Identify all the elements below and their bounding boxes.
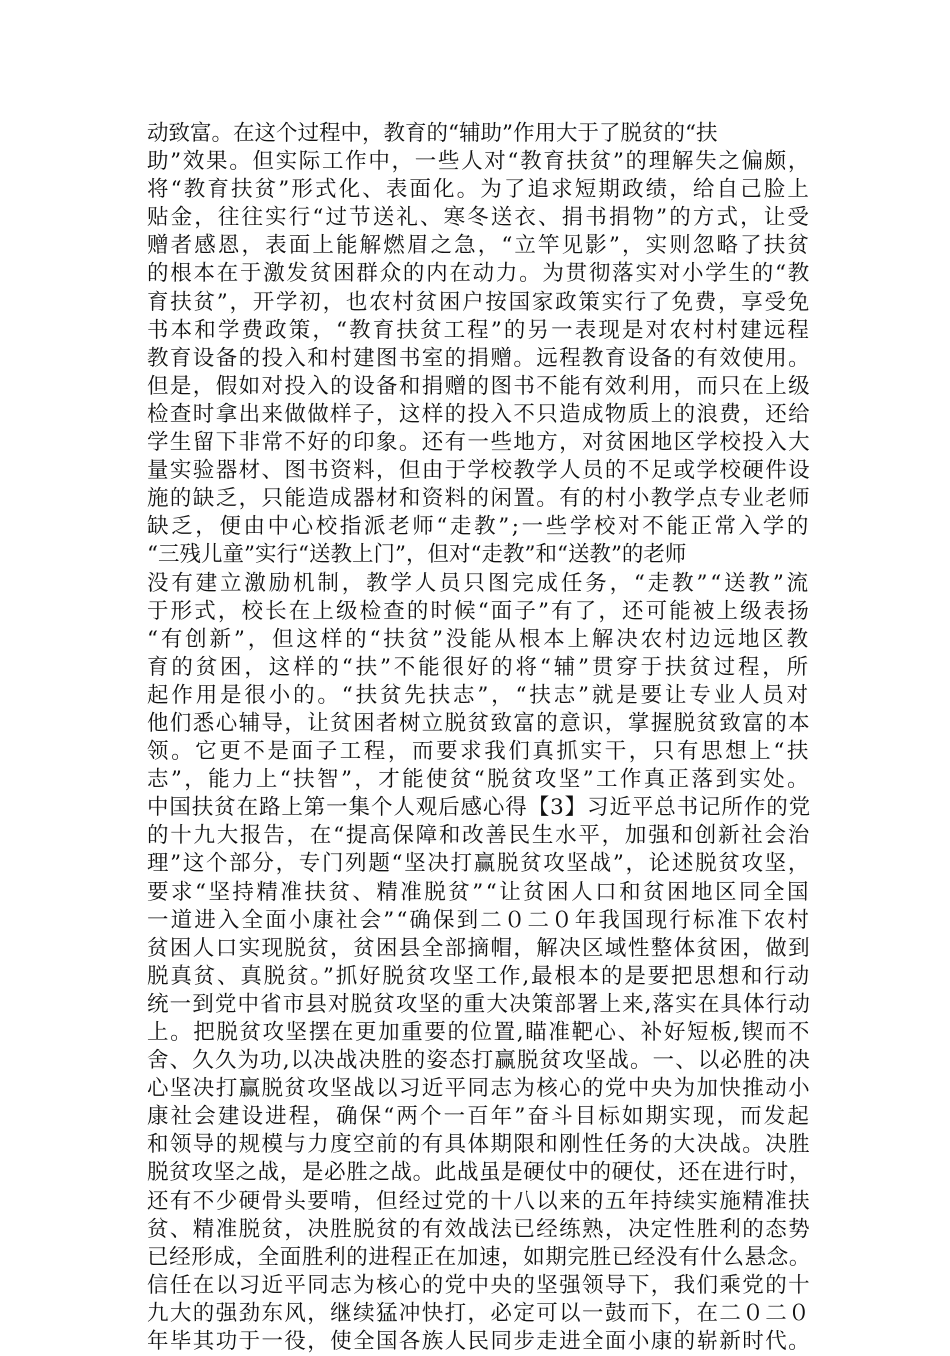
text-line: 书本和学费政策，“教育扶贫工程”的另一表现是对农村村建远程 [147,317,811,343]
text-line: 施的缺乏，只能造成器材和资料的闲置。有的村小教学点专业老师 [147,486,811,512]
text-line: 育的贫困，这样的“扶”不能很好的将“辅”贯穿于扶贫过程，所 [147,654,812,680]
text-line: 动致富。在这个过程中，教育的“辅助”作用大于了脱贫的“扶 [147,121,718,146]
text-line: 但是，假如对投入的设备和捐赠的图书不能有效利用，而只在上级 [147,373,811,399]
text-line: 贴金，往往实行“过节送礼、寒冬送衣、捐书捐物”的方式，让受 [147,205,811,231]
text-line: 年毕其功于一役，使全国各族人民同步走进全面小康的崭新时代。 [147,1329,811,1355]
text-line: 中国扶贫在路上第一集个人观后感心得【3】习近平总书记所作的党 [147,795,812,821]
text-line: 心坚决打赢脱贫攻坚战以习近平同志为核心的党中央为加快推动小 [147,1076,811,1102]
text-line: 贫困人口实现脱贫，贫困县全部摘帽，解决区域性整体贫困，做到 [147,935,811,961]
text-line: 康社会建设进程，确保“两个一百年”奋斗目标如期实现，而发起 [147,1104,811,1130]
text-line: 领。它更不是面子工程，而要求我们真抓实干，只有思想上“扶 [147,739,811,765]
text-line: 将“教育扶贫”形式化、表面化。为了追求短期政绩，给自己脸上 [147,177,811,203]
text-line: 脱贫攻坚之战，是必胜之战。此战虽是硬仗中的硬仗，还在进行时， [147,1160,811,1186]
text-line: 缺乏，便由中心校指派老师“走教”;一些学校对不能正常入学的 [147,514,812,540]
text-line: 于形式，校长在上级检查的时候“面子”有了，还可能被上级表扬 [147,598,811,624]
text-line: 助”效果。但实际工作中，一些人对“教育扶贫”的理解失之偏颇， [147,149,811,175]
text-line: 脱真贫、真脱贫。”抓好脱贫攻坚工作,最根本的是要把思想和行动 [147,963,811,989]
text-line: 贫、精准脱贫，决胜脱贫的有效战法已经练熟，决定性胜利的态势 [147,1216,811,1242]
text-line: 学生留下非常不好的印象。还有一些地方，对贫困地区学校投入大 [147,430,811,456]
text-line: 统一到党中省市县对脱贫攻坚的重大决策部署上来,落实在具体行动 [147,991,811,1017]
text-line: 育扶贫”，开学初，也农村贫困户按国家政策实行了免费，享受免 [147,289,812,315]
text-line: 和领导的规模与力度空前的有具体期限和刚性任务的大决战。决胜 [147,1132,811,1158]
text-line: 志”，能力上“扶智”，才能使贫“脱贫攻坚”工作真正落到实处。 [147,767,811,793]
text-line: 没有建立激励机制，教学人员只图完成任务，“走教”“送教”流 [147,570,812,596]
text-line: 九大的强劲东风，继续猛冲快打，必定可以一鼓而下，在二０二０ [147,1300,811,1326]
text-line: 他们悉心辅导，让贫困者树立脱贫致富的意识，掌握脱贫致富的本 [147,710,811,736]
text-line: “有创新”，但这样的“扶贫”没能从根本上解决农村边远地区教 [147,626,812,652]
text-line: 起作用是很小的。“扶贫先扶志”，“扶志”就是要让专业人员对 [147,682,812,708]
text-line: 已经形成，全面胜利的进程正在加速，如期完胜已经没有什么悬念。 [147,1244,811,1270]
text-line: 要求“坚持精准扶贫、精准脱贫”“让贫困人口和贫困地区同全国 [147,879,811,905]
text-line: 的根本在于激发贫困群众的内在动力。为贯彻落实对小学生的“教 [147,261,812,287]
text-line: 赠者感恩，表面上能解燃眉之急，“立竿见影”，实则忽略了扶贫 [147,233,811,259]
body-text [147,120,811,1356]
text-line: 还有不少硬骨头要啃，但经过党的十八以来的五年持续实施精准扶 [147,1188,811,1214]
text-line: “三残儿童”实行“送教上门”，但对“走教”和“送教”的老师 [147,542,687,568]
text-line: 检查时拿出来做做样子，这样的投入不只造成物质上的浪费，还给 [147,401,811,427]
text-line: 量实验器材、图书资料，但由于学校教学人员的不足或学校硬件设 [147,458,811,484]
text-line: 舍、久久为功,以决战决胜的姿态打赢脱贫攻坚战。一、以必胜的决 [147,1048,811,1074]
text-line: 理”这个部分，专门列题“坚决打赢脱贫攻坚战”，论述脱贫攻坚， [147,851,811,877]
text-line: 上。把脱贫攻坚摆在更加重要的位置,瞄准靶心、补好短板,锲而不 [147,1020,812,1045]
text-line: 一道进入全面小康社会”“确保到二０二０年我国现行标准下农村 [147,907,811,933]
text-line: 的十九大报告，在“提高保障和改善民生水平，加强和创新社会治 [147,823,812,849]
text-line: 教育设备的投入和村建图书室的捐赠。远程教育设备的有效使用。 [147,345,811,371]
text-line: 信任在以习近平同志为核心的党中央的坚强领导下，我们乘党的十 [147,1272,811,1298]
